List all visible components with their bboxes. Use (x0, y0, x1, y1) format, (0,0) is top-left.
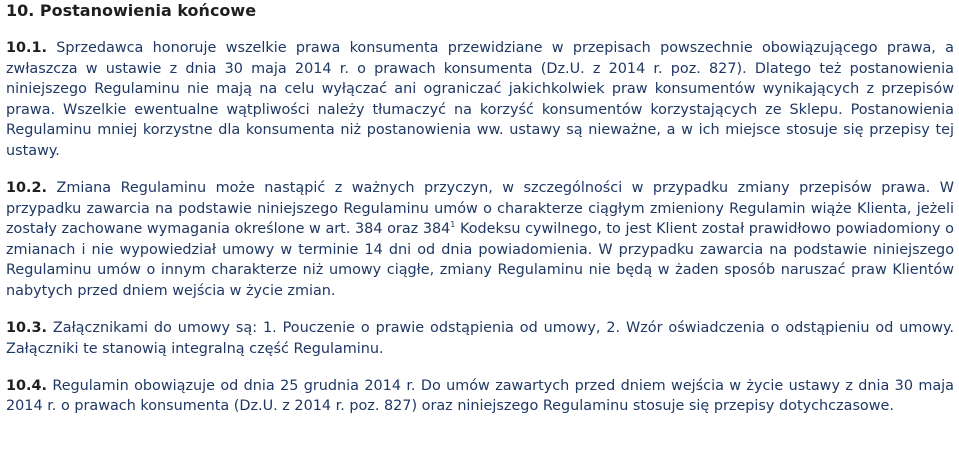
paragraph-number: 10.1. (6, 40, 47, 56)
superscript-marker: 1 (450, 220, 456, 230)
paragraph-10-3 (6, 318, 954, 359)
paragraph-text: Załącznikami do umowy są: 1. Pouczenie o prawie odstąpienia od umowy, 2. Wzór oświadczenia o odstąpieniu od umowy. Załączniki te stanowią integralną część Regulaminu. (6, 320, 954, 357)
paragraph-10-1 (6, 38, 954, 162)
paragraph-10-2 (6, 178, 954, 302)
paragraph-text: Regulamin obowiązuje od dnia 25 grudnia 2014 r. Do umów zawartych przed dniem wejścia w życie ustawy z dnia 30 maja 2014 r. o prawach konsumenta (Dz.U. z 2014 r. poz. 827) oraz niniejszego Regulaminu stosuje się przepisy dotychczasowe. (6, 377, 954, 415)
paragraph-number: 10.2. (6, 180, 47, 197)
document-page (6, 0, 954, 434)
section-heading: 10. Postanowienia końcowe (6, 1, 257, 20)
paragraph-number: 10.3. (6, 320, 47, 337)
paragraph-10-4 (6, 376, 954, 417)
paragraph-text-part-a: Zmiana Regulaminu może nastąpić z ważnych przyczyn, w szczególności w przypadku zmiany przepisów prawa. W przypadku zawarcia na podstawie niniejszego Regulaminu umów o charakterze ciągłym zmieniony Regulamin wiąże Klienta, jeżeli zostały zachowane wymagania określone w art. 384 oraz 384 (6, 180, 954, 238)
paragraph-number: 10.4. (6, 377, 47, 394)
paragraph-text-part-b: Kodeksu cywilnego, to jest Klient został prawidłowo powiadomiony o zmianach i nie wypowiedział umowy w terminie 14 dni od dnia powiadomienia. W przypadku zawarcia na podstawie niniejszego Regulaminu umów o innym charakterze niż umowy ciągłe, zmiany Regulaminu nie będą w żaden sposób naruszać praw Klientów nabytych przed dniem wejścia w życie zmian. (6, 221, 954, 300)
paragraph-text: Sprzedawca honoruje wszelkie prawa konsumenta przewidziane w przepisach powszechnie obowiązującego prawa, a zwłaszcza w ustawie z dnia 30 maja 2014 r. o prawach konsumenta (Dz.U. z 2014 r. poz. 827). Dlatego też postanowienia niniejszego Regulaminu nie mają na celu wyłączać ani ograniczać jakichkolwiek praw konsumentów wynikających z przepisów prawa. Wszelkie ewentualne wątpliwości należy tłumaczyć na korzyść konsumentów korzystających ze Sklepu. Postanowienia Regulaminu mniej korzystne dla konsumenta niż postanowienia ww. ustawy są nieważne, a w ich miejsce stosuje się przepisy tej ustawy. (6, 40, 954, 159)
